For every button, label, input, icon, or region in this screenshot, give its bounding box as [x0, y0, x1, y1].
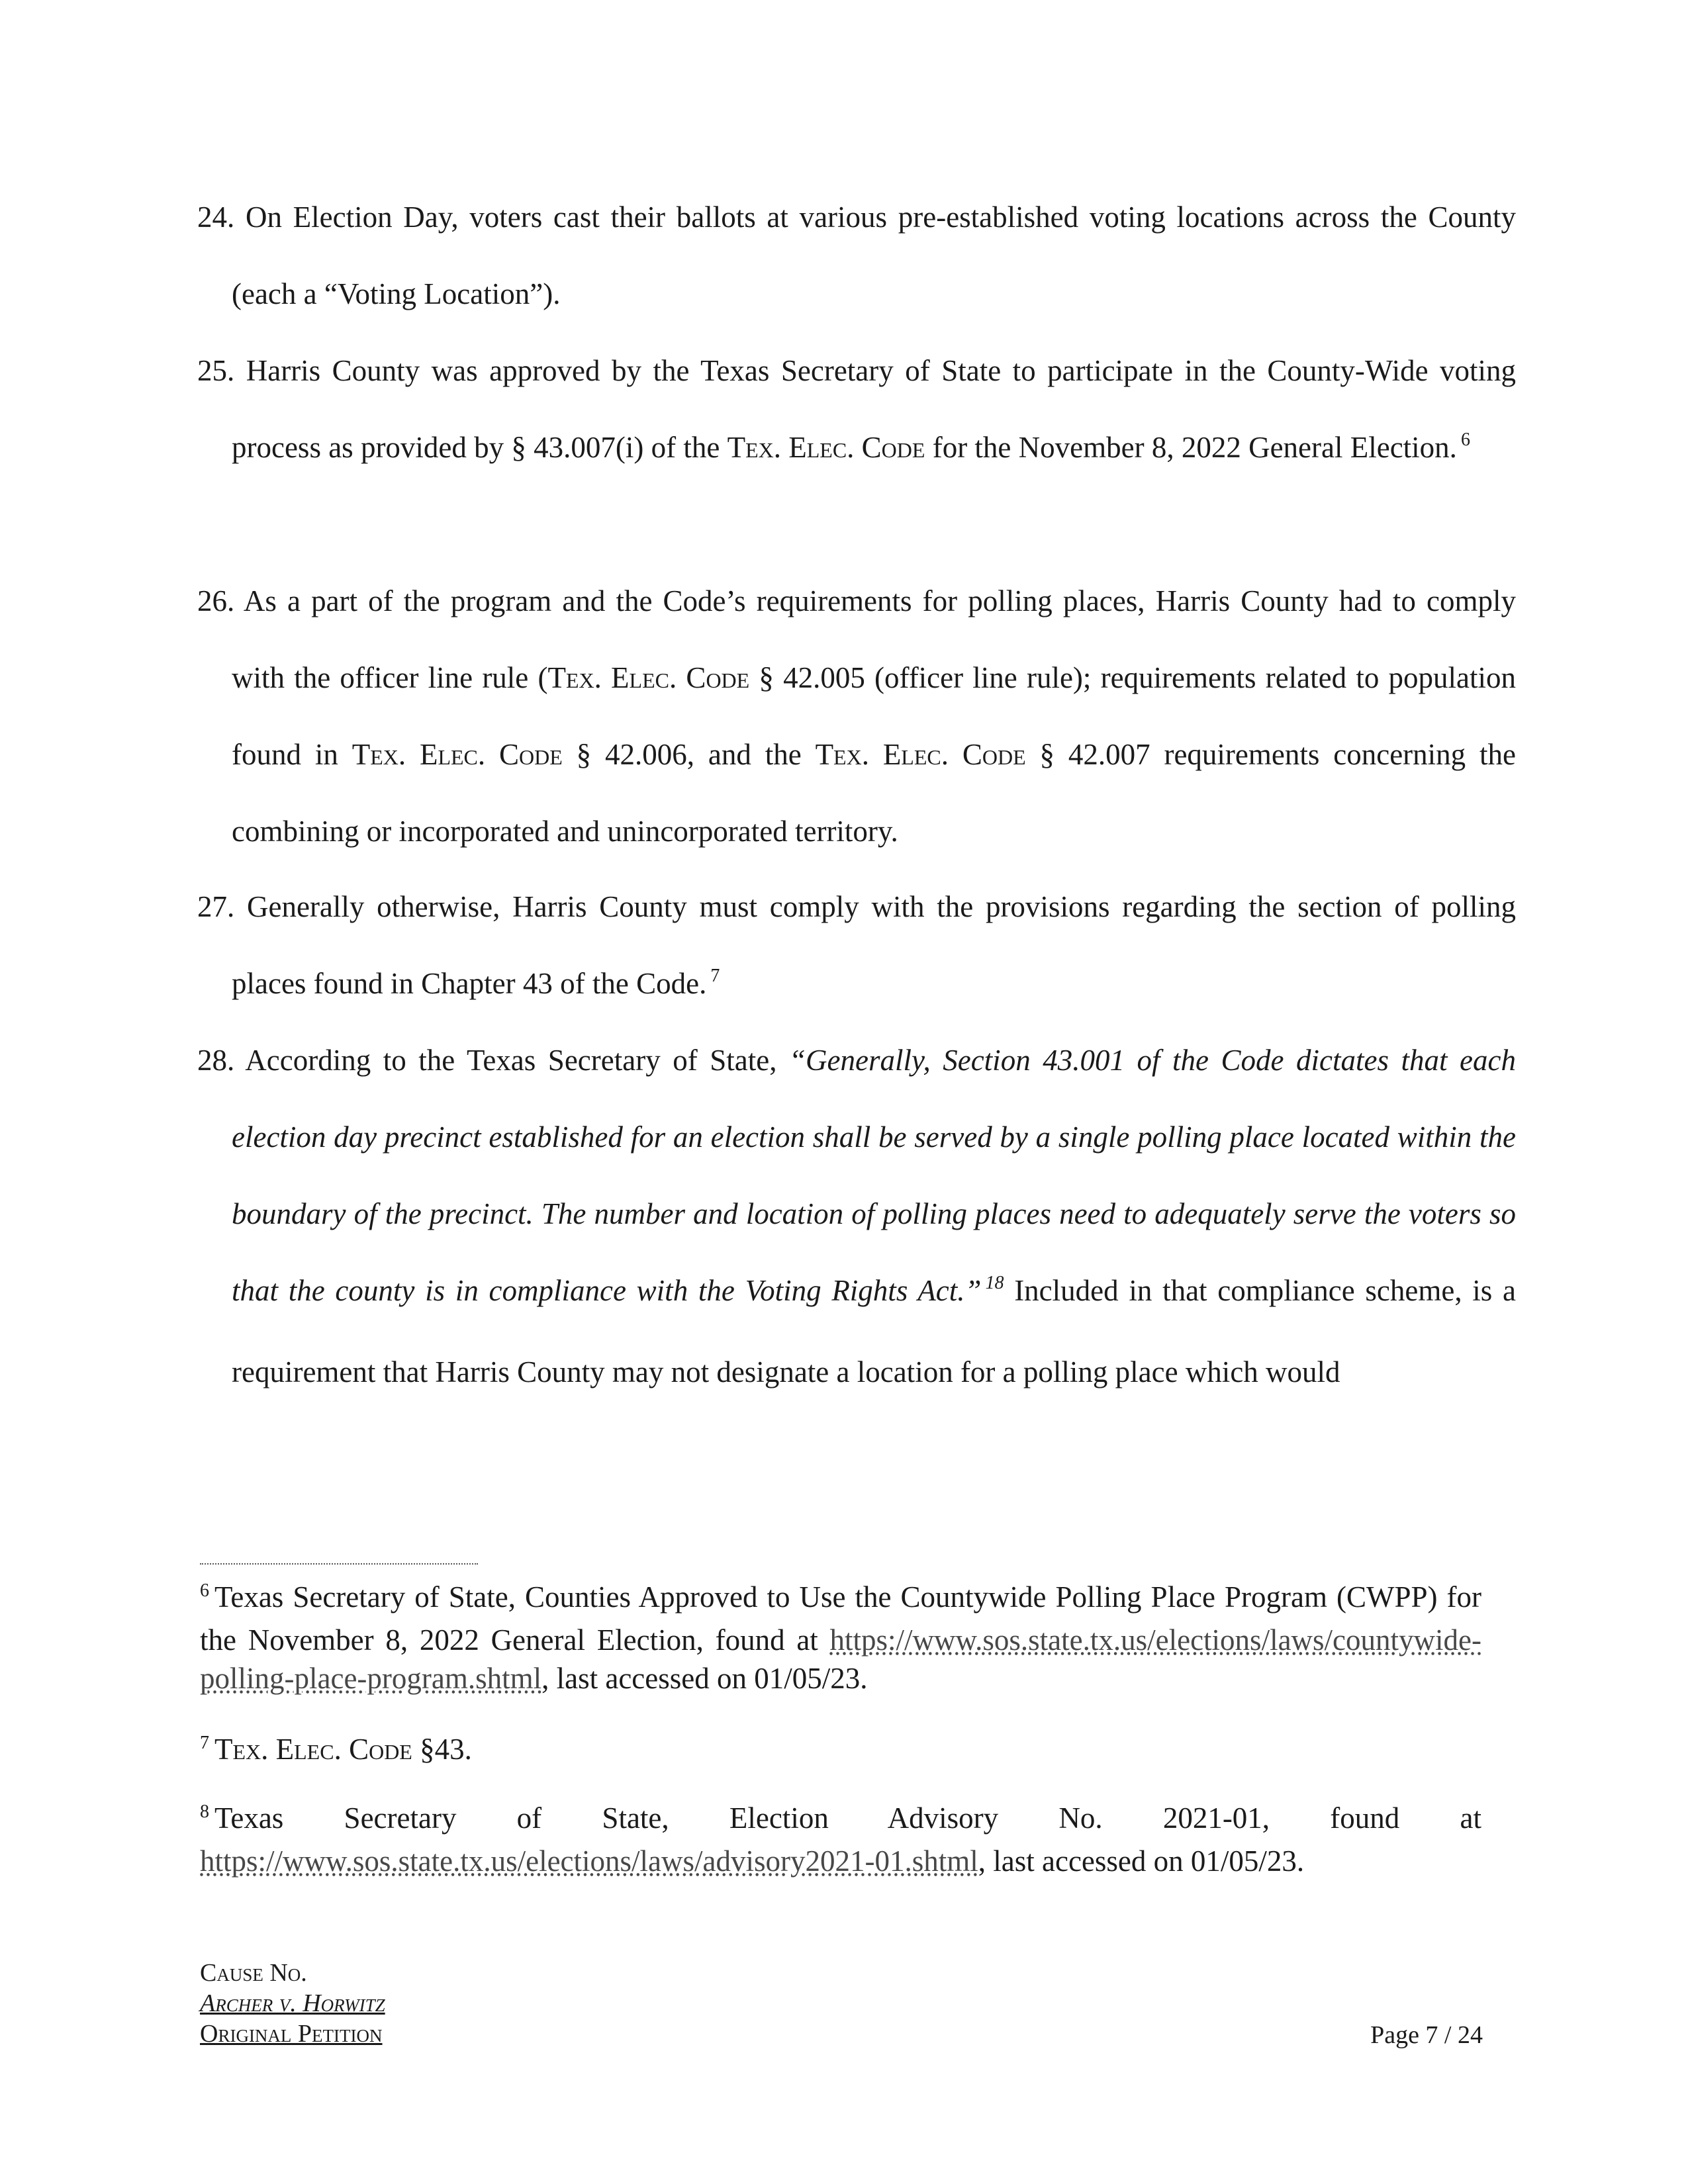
footnote-number: 6 — [200, 1580, 209, 1601]
footnote-text: , last accessed on 01/05/23. — [978, 1844, 1305, 1878]
footnote-6 — [200, 1578, 1481, 1698]
footnote-reference[interactable]: 18 — [985, 1273, 1004, 1293]
code-citation: Tex. Elec. Code — [352, 738, 563, 771]
document-title: Original Petition — [200, 2020, 383, 2048]
paragraph-text: Harris County was approved by the Texas Secretary of State to participate in the County-Wide voting process as provided by § 43.007(i) of the — [232, 354, 1517, 464]
paragraph-25 — [197, 332, 1516, 490]
paragraph-text: § 42.007 requirements concerning the combining or incorporated and unincorporated territory. — [232, 738, 1516, 848]
paragraph-number: 25. — [197, 354, 235, 387]
case-name: Archer v. Horwitz — [200, 1989, 385, 2017]
footnote-reference[interactable]: 7 — [710, 966, 720, 986]
paragraph-text: Included in that compliance scheme, is a requirement that Harris County may not designate a location for a polling place which would — [232, 1274, 1516, 1388]
footnote-separator — [200, 1563, 478, 1565]
footnote-link[interactable]: https://www.sos.state.tx.us/elections/laws/countywide-polling-place-program.shtml — [200, 1623, 1481, 1695]
paragraph-text: § 42.005 (officer line rule); requirements related to population found in — [232, 661, 1516, 771]
paragraph-24 — [197, 179, 1516, 332]
paragraph-number: 24. — [197, 201, 235, 234]
paragraph-number: 27. — [197, 890, 235, 923]
footnote-number: 7 — [200, 1733, 209, 1753]
paragraph-number: 28. — [197, 1044, 235, 1077]
code-citation: Tex. Elec. Code — [727, 431, 925, 464]
paragraph-text: As a part of the program and the Code’s requirements for polling places, Harris County had to comply with the officer line rule ( — [232, 584, 1516, 694]
paragraph-28 — [197, 1022, 1516, 1410]
code-citation: Tex. Elec. Code — [214, 1733, 412, 1766]
paragraph-text: On Election Day, voters cast their ballots at various pre-established voting locations across the County (each a “Voting Location”). — [232, 201, 1517, 310]
code-citation: Tex. Elec. Code — [547, 661, 750, 694]
footnote-text: §43. — [412, 1733, 472, 1766]
cause-number: Cause No. — [200, 1959, 307, 1987]
paragraph-text: § 42.006, and the — [562, 738, 816, 771]
footnote-text: Texas Secretary of State, Counties Approved to Use the Countywide Polling Place Program (CWPP) for the November 8, 2022 General Election, found at — [200, 1580, 1481, 1657]
quoted-text: “Generally, Section 43.001 of the Code dictates that each election day precinct established for an election shall be served by a single polling place located within the boundary of the precinct. The number and location of polling places need to adequately serve the voters so that the county is in compliance with the Voting Rights Act.” — [232, 1044, 1516, 1307]
page-footer-caption — [200, 1958, 385, 2049]
paragraph-number: 26. — [197, 584, 235, 617]
footnote-text: Texas Secretary of State, Election Advisory No. 2021-01, found at — [214, 1801, 1481, 1835]
paragraph-text: According to the Texas Secretary of State, — [245, 1044, 789, 1077]
footnote-8 — [200, 1799, 1481, 1880]
footnote-reference[interactable]: 6 — [1460, 430, 1470, 450]
paragraph-text: Generally otherwise, Harris County must comply with the provisions regarding the section of polling places found in Chapter 43 of the Code. — [232, 890, 1517, 1000]
paragraph-26 — [197, 563, 1516, 870]
footnote-text: , last accessed on 01/05/23. — [541, 1662, 868, 1695]
paragraph-27 — [197, 868, 1516, 1026]
footnote-link[interactable]: https://www.sos.state.tx.us/elections/laws/advisory2021-01.shtml — [200, 1844, 978, 1878]
paragraph-text: for the November 8, 2022 General Election. — [925, 431, 1457, 464]
footnote-7 — [200, 1730, 1481, 1773]
footnote-number: 8 — [200, 1801, 209, 1822]
page-number: Page 7 / 24 — [1370, 2021, 1483, 2049]
code-citation: Tex. Elec. Code — [815, 738, 1026, 771]
